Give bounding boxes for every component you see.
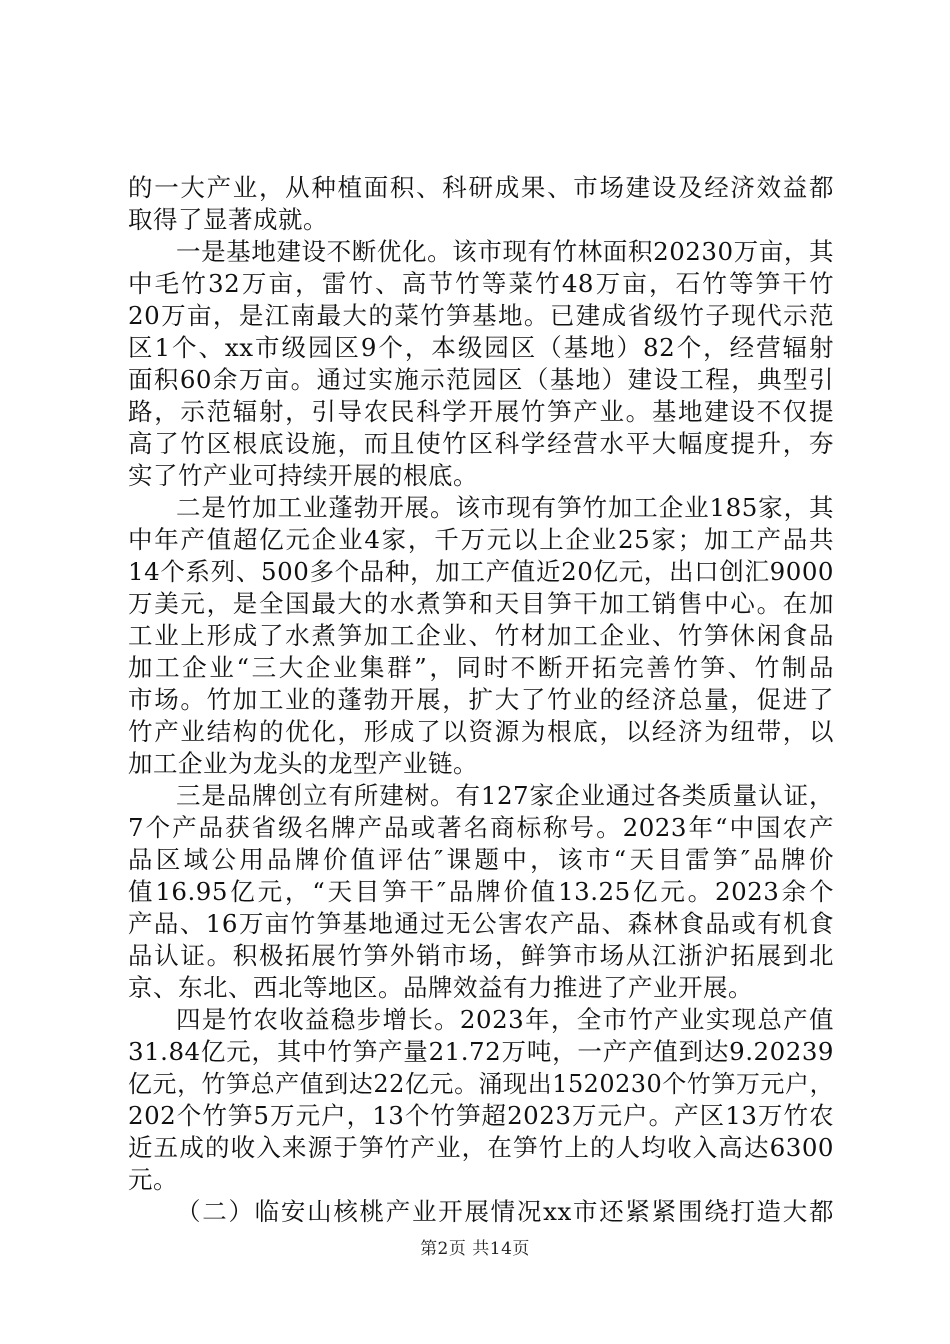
- text-line: 面积60余万亩。通过实施示范园区（基地）建设工程，典型引: [128, 365, 834, 394]
- text-line: 市场。竹加工业的蓬勃开展，扩大了竹业的经济总量，促进了: [128, 685, 834, 714]
- text-line: 品认证。积极拓展竹笋外销市场，鲜笋市场从江浙沪拓展到北: [128, 941, 834, 970]
- text-line: 高了竹区根底设施，而且使竹区科学经营水平大幅度提升，夯: [128, 429, 834, 458]
- text-line: 区1个、xx市级园区9个，本级园区（基地）82个，经营辐射: [128, 333, 834, 362]
- text-line: 品区域公用品牌价值评估″课题中，该市“天目雷笋″品牌价: [128, 845, 834, 874]
- text-line: 7个产品获省级名牌产品或著名商标称号。2023年“中国农产: [128, 813, 834, 842]
- text-line: 二是竹加工业蓬勃开展。该市现有笋竹加工企业185家，其: [176, 493, 834, 522]
- text-line: 近五成的收入来源于笋竹产业，在笋竹上的人均收入高达6300: [128, 1133, 834, 1162]
- text-line: 14个系列、500多个品种，加工产值近20亿元，出口创汇9000: [128, 557, 834, 586]
- text-line: （二）临安山核桃产业开展情况xx市还紧紧围绕打造大都: [176, 1197, 834, 1226]
- text-line: 中毛竹32万亩，雷竹、高节竹等菜竹48万亩，石竹等笋干竹: [128, 269, 834, 298]
- text-line: 实了竹产业可持续开展的根底。: [128, 461, 478, 490]
- text-line: 20万亩，是江南最大的菜竹笋基地。已建成省级竹子现代示范: [128, 301, 834, 330]
- text-line: 三是品牌创立有所建树。有127家企业通过各类质量认证，: [176, 781, 834, 810]
- text-line: 的一大产业，从种植面积、科研成果、市场建设及经济效益都: [128, 173, 834, 202]
- text-line: 京、东北、西北等地区。品牌效益有力推进了产业开展。: [128, 973, 753, 1002]
- page-footer: 第2页 共14页: [420, 1239, 530, 1259]
- text-line: 加工企业“三大企业集群”，同时不断开拓完善竹笋、竹制品: [128, 653, 834, 682]
- text-line: 竹产业结构的优化，形成了以资源为根底，以经济为纽带，以: [128, 717, 834, 746]
- text-line: 取得了显著成就。: [128, 205, 328, 234]
- text-line: 四是竹农收益稳步增长。2023年，全市竹产业实现总产值: [176, 1005, 834, 1034]
- text-line: 工业上形成了水煮笋加工企业、竹材加工企业、竹笋休闲食品: [128, 621, 834, 650]
- text-line: 一是基地建设不断优化。该市现有竹林面积20230万亩，其: [176, 237, 834, 266]
- text-line: 亿元，竹笋总产值到达22亿元。涌现出1520230个竹笋万元户，: [128, 1070, 834, 1098]
- text-line: 元。: [128, 1165, 178, 1194]
- text-line: 万美元，是全国最大的水煮笋和天目笋干加工销售中心。在加: [128, 589, 834, 618]
- text-line: 产品、16万亩竹笋基地通过无公害农产品、森林食品或有机食: [128, 909, 834, 938]
- text-line: 路，示范辐射，引导农民科学开展竹笋产业。基地建设不仅提: [128, 397, 834, 426]
- text-line: 31.84亿元，其中竹笋产量21.72万吨，一产产值到达9.20239: [128, 1037, 834, 1066]
- text-line: 中年产值超亿元企业4家，千万元以上企业25家；加工产品共: [128, 525, 834, 554]
- text-line: 加工企业为龙头的龙型产业链。: [128, 749, 478, 778]
- text-line: 值16.95亿元，“天目笋干″品牌价值13.25亿元。2023余个: [128, 877, 834, 906]
- text-line: 202个竹笋5万元户，13个竹笋超2023万元户。产区13万竹农: [128, 1101, 834, 1130]
